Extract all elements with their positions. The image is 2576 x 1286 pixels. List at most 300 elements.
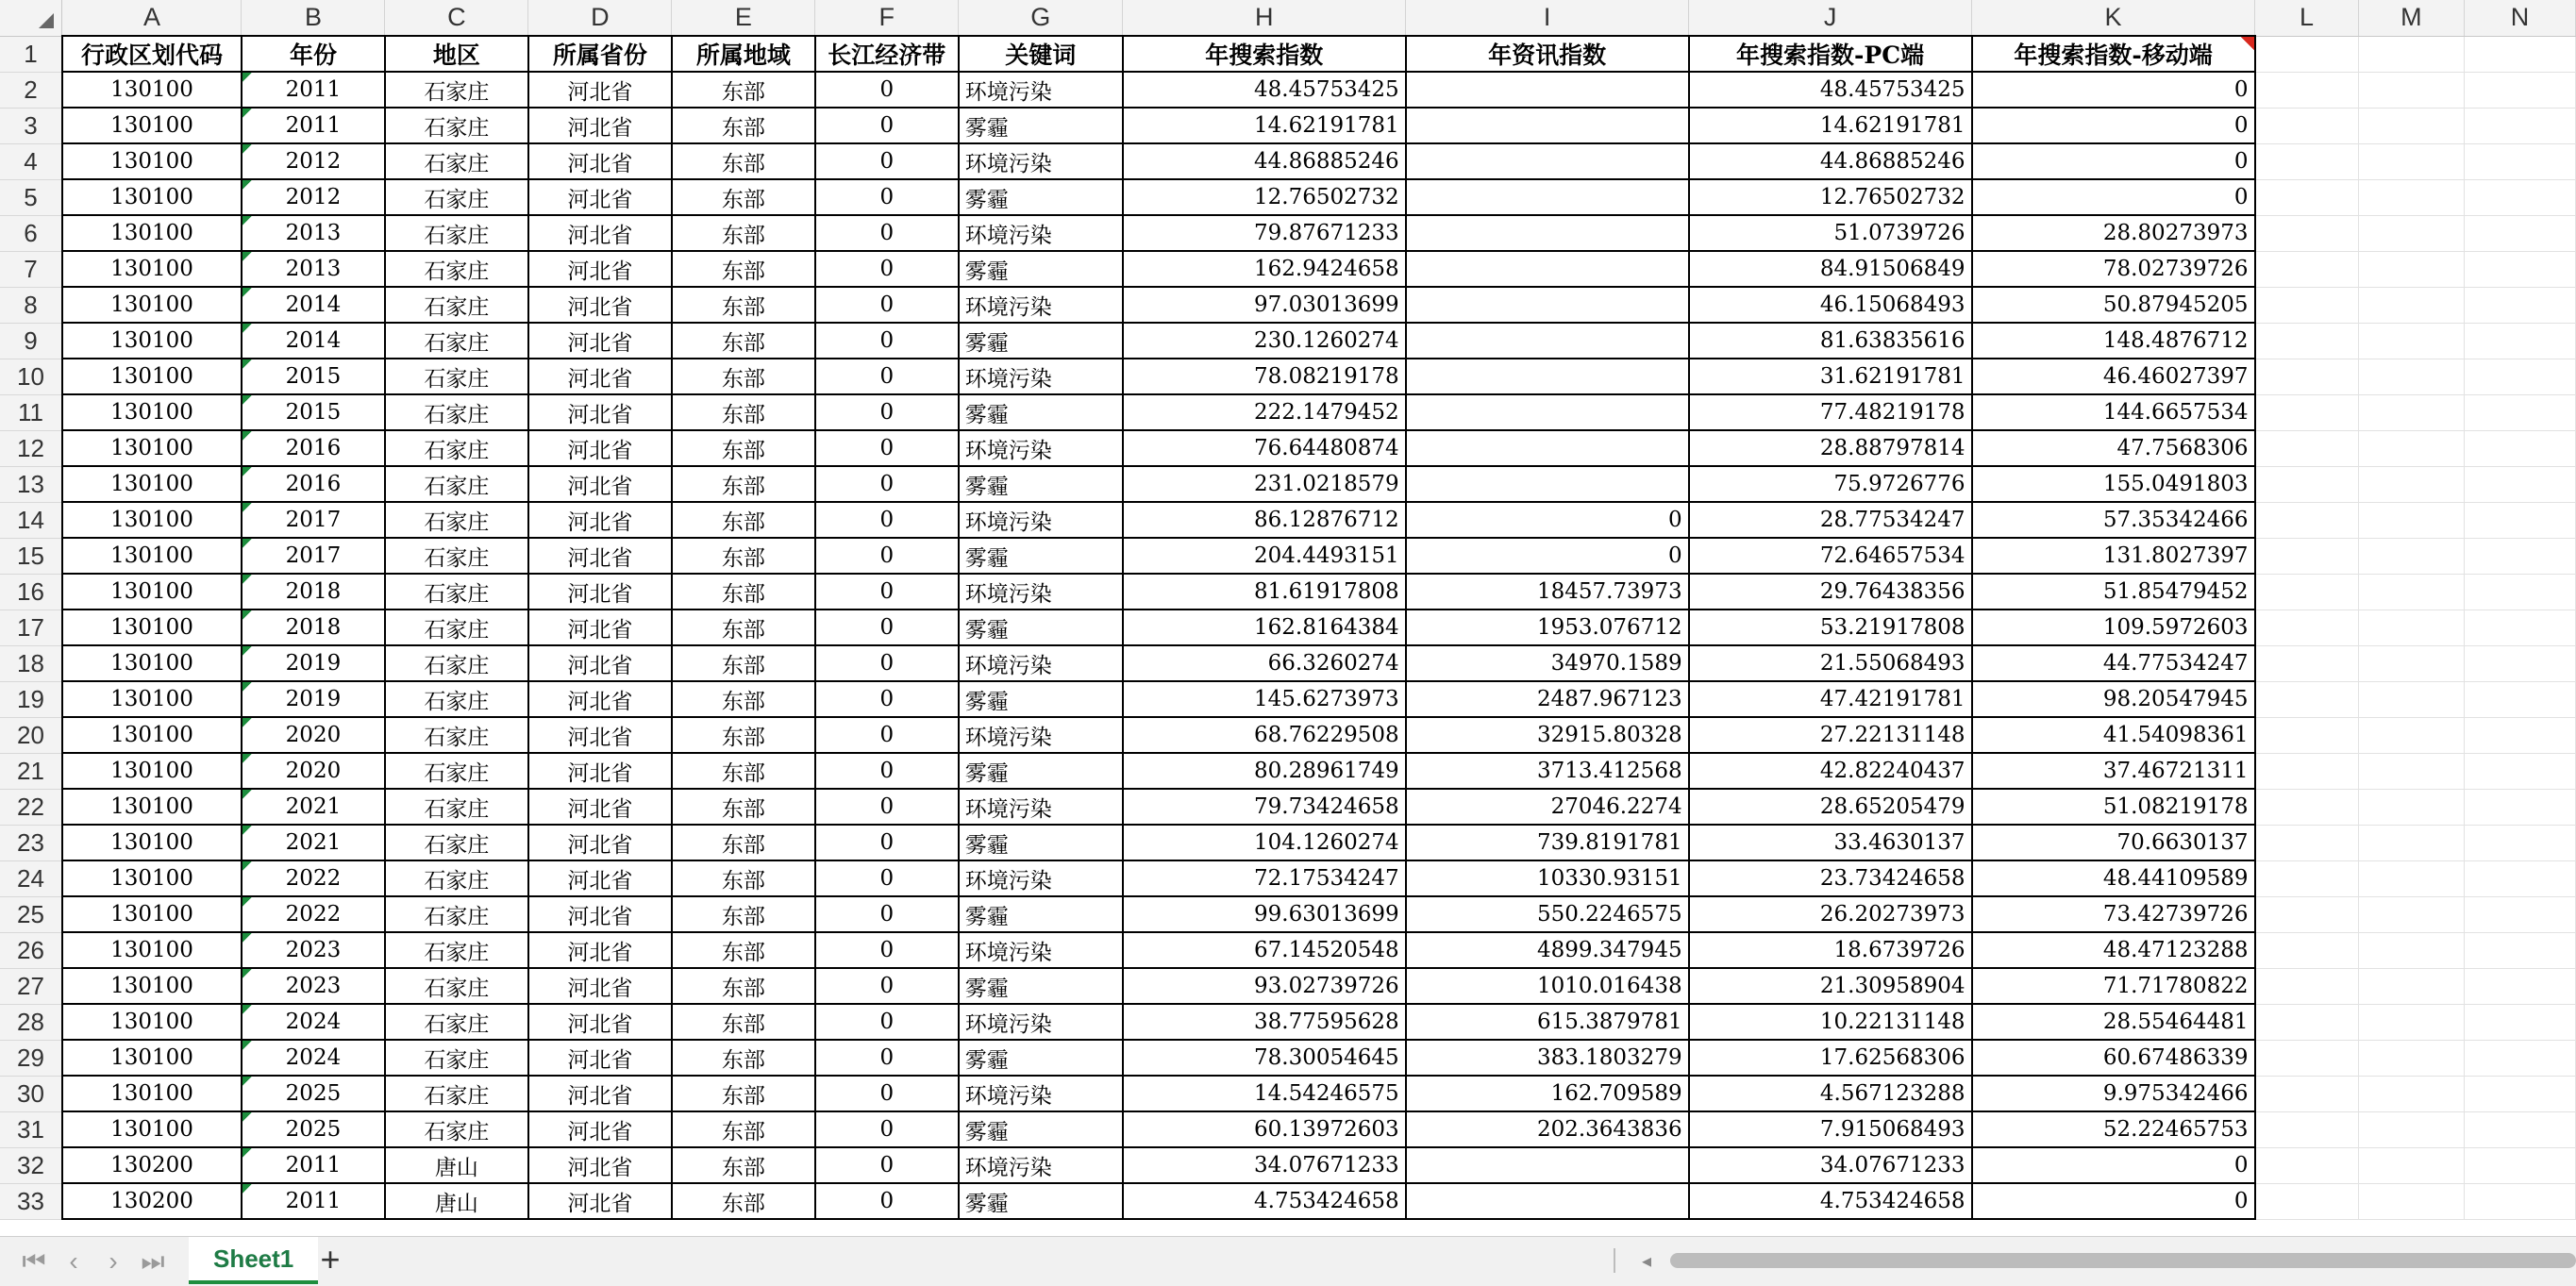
cell[interactable]: 130100 xyxy=(62,645,242,681)
empty-cell[interactable] xyxy=(2255,1111,2359,1147)
empty-cell[interactable] xyxy=(2358,179,2464,215)
cell[interactable]: 雾霾 xyxy=(959,323,1123,359)
cell[interactable]: 雾霾 xyxy=(959,179,1123,215)
header-cell[interactable]: 所属省份 xyxy=(528,36,672,72)
empty-cell[interactable] xyxy=(2464,610,2575,645)
cell[interactable]: 130100 xyxy=(62,72,242,108)
cell[interactable]: 72.64657534 xyxy=(1689,538,1972,574)
cell[interactable]: 石家庄 xyxy=(385,932,528,968)
row-header[interactable]: 12 xyxy=(0,430,62,466)
cell[interactable]: 东部 xyxy=(672,502,815,538)
cell[interactable]: 148.4876712 xyxy=(1972,323,2255,359)
cell[interactable] xyxy=(1406,72,1689,108)
cell[interactable]: 51.85479452 xyxy=(1972,574,2255,610)
cell[interactable]: 河北省 xyxy=(528,394,672,430)
header-cell[interactable]: 地区 xyxy=(385,36,528,72)
empty-cell[interactable] xyxy=(2464,1076,2575,1111)
cell[interactable]: 28.65205479 xyxy=(1689,789,1972,825)
cell[interactable]: 550.2246575 xyxy=(1406,896,1689,932)
cell[interactable]: 130100 xyxy=(62,610,242,645)
cell[interactable]: 130100 xyxy=(62,825,242,860)
cell[interactable]: 2017 xyxy=(242,502,385,538)
last-sheet-icon[interactable]: ⏭ xyxy=(141,1246,165,1276)
cell[interactable]: 石家庄 xyxy=(385,287,528,323)
cell[interactable]: 石家庄 xyxy=(385,645,528,681)
cell[interactable]: 130100 xyxy=(62,860,242,896)
cell[interactable]: 2023 xyxy=(242,968,385,1004)
cell[interactable]: 2025 xyxy=(242,1076,385,1111)
cell[interactable]: 48.45753425 xyxy=(1689,72,1972,108)
cell[interactable]: 130100 xyxy=(62,466,242,502)
cell[interactable]: 0 xyxy=(1972,1183,2255,1219)
cell[interactable]: 0 xyxy=(815,789,959,825)
row-header[interactable]: 6 xyxy=(0,215,62,251)
cell[interactable]: 7.915068493 xyxy=(1689,1111,1972,1147)
empty-cell[interactable] xyxy=(2358,825,2464,860)
cell[interactable]: 河北省 xyxy=(528,430,672,466)
cell[interactable]: 26.20273973 xyxy=(1689,896,1972,932)
cell[interactable]: 131.8027397 xyxy=(1972,538,2255,574)
cell[interactable]: 环境污染 xyxy=(959,502,1123,538)
column-header-k[interactable]: K xyxy=(1972,0,2255,36)
row-header[interactable]: 4 xyxy=(0,143,62,179)
cell[interactable]: 130100 xyxy=(62,896,242,932)
cell[interactable] xyxy=(1406,143,1689,179)
cell[interactable]: 环境污染 xyxy=(959,1076,1123,1111)
cell[interactable]: 0 xyxy=(1972,1147,2255,1183)
header-cell[interactable]: 年搜索指数-移动端 xyxy=(1972,36,2255,72)
cell[interactable]: 雾霾 xyxy=(959,753,1123,789)
cell[interactable]: 2025 xyxy=(242,1111,385,1147)
cell[interactable]: 东部 xyxy=(672,143,815,179)
cell[interactable]: 38.77595628 xyxy=(1123,1004,1406,1040)
cell[interactable]: 42.82240437 xyxy=(1689,753,1972,789)
cell[interactable] xyxy=(1406,430,1689,466)
cell[interactable]: 环境污染 xyxy=(959,359,1123,394)
cell[interactable]: 0 xyxy=(815,179,959,215)
column-header-g[interactable]: G xyxy=(959,0,1123,36)
cell[interactable]: 环境污染 xyxy=(959,430,1123,466)
cell[interactable]: 东部 xyxy=(672,1183,815,1219)
cell[interactable]: 2024 xyxy=(242,1040,385,1076)
empty-cell[interactable] xyxy=(2358,1147,2464,1183)
cell[interactable]: 2019 xyxy=(242,681,385,717)
horizontal-scrollbar[interactable] xyxy=(1670,1253,2576,1268)
cell[interactable]: 石家庄 xyxy=(385,753,528,789)
cell[interactable]: 29.76438356 xyxy=(1689,574,1972,610)
cell[interactable]: 53.21917808 xyxy=(1689,610,1972,645)
cell[interactable]: 99.63013699 xyxy=(1123,896,1406,932)
cell[interactable]: 28.80273973 xyxy=(1972,215,2255,251)
cell[interactable]: 60.13972603 xyxy=(1123,1111,1406,1147)
cell[interactable]: 0 xyxy=(1406,538,1689,574)
cell[interactable]: 9.975342466 xyxy=(1972,1076,2255,1111)
cell[interactable]: 204.4493151 xyxy=(1123,538,1406,574)
row-header[interactable]: 19 xyxy=(0,681,62,717)
cell[interactable]: 河北省 xyxy=(528,1040,672,1076)
cell[interactable]: 18457.73973 xyxy=(1406,574,1689,610)
cell[interactable]: 2020 xyxy=(242,717,385,753)
empty-cell[interactable] xyxy=(2255,72,2359,108)
cell[interactable]: 46.46027397 xyxy=(1972,359,2255,394)
cell[interactable]: 10.22131148 xyxy=(1689,1004,1972,1040)
empty-cell[interactable] xyxy=(2464,681,2575,717)
empty-cell[interactable] xyxy=(2255,1076,2359,1111)
cell[interactable]: 石家庄 xyxy=(385,789,528,825)
empty-cell[interactable] xyxy=(2358,968,2464,1004)
cell[interactable]: 0 xyxy=(1972,143,2255,179)
first-sheet-icon[interactable]: ⏮ xyxy=(22,1246,46,1276)
cell[interactable]: 石家庄 xyxy=(385,72,528,108)
empty-cell[interactable] xyxy=(2464,251,2575,287)
cell[interactable]: 石家庄 xyxy=(385,1004,528,1040)
cell[interactable]: 2023 xyxy=(242,932,385,968)
cell[interactable]: 78.30054645 xyxy=(1123,1040,1406,1076)
cell[interactable]: 河北省 xyxy=(528,466,672,502)
cell[interactable]: 28.77534247 xyxy=(1689,502,1972,538)
row-header[interactable]: 10 xyxy=(0,359,62,394)
empty-cell[interactable] xyxy=(2358,430,2464,466)
empty-cell[interactable] xyxy=(2255,789,2359,825)
cell[interactable]: 雾霾 xyxy=(959,896,1123,932)
cell[interactable]: 石家庄 xyxy=(385,466,528,502)
cell[interactable]: 0 xyxy=(815,968,959,1004)
column-header-l[interactable]: L xyxy=(2255,0,2359,36)
cell[interactable]: 48.47123288 xyxy=(1972,932,2255,968)
cell[interactable]: 唐山 xyxy=(385,1147,528,1183)
header-cell[interactable]: 年份 xyxy=(242,36,385,72)
cell[interactable]: 河北省 xyxy=(528,681,672,717)
cell[interactable]: 河北省 xyxy=(528,502,672,538)
cell[interactable]: 27046.2274 xyxy=(1406,789,1689,825)
cell[interactable]: 130100 xyxy=(62,1076,242,1111)
row-header[interactable]: 26 xyxy=(0,932,62,968)
cell[interactable]: 2012 xyxy=(242,179,385,215)
row-header[interactable]: 32 xyxy=(0,1147,62,1183)
empty-cell[interactable] xyxy=(2358,251,2464,287)
cell[interactable]: 202.3643836 xyxy=(1406,1111,1689,1147)
cell[interactable]: 石家庄 xyxy=(385,681,528,717)
cell[interactable]: 河北省 xyxy=(528,179,672,215)
column-header-m[interactable]: M xyxy=(2358,0,2464,36)
cell[interactable]: 52.22465753 xyxy=(1972,1111,2255,1147)
empty-cell[interactable] xyxy=(2255,1040,2359,1076)
cell[interactable]: 162.8164384 xyxy=(1123,610,1406,645)
cell[interactable]: 环境污染 xyxy=(959,860,1123,896)
cell[interactable]: 雾霾 xyxy=(959,681,1123,717)
cell[interactable]: 130100 xyxy=(62,179,242,215)
cell[interactable]: 石家庄 xyxy=(385,143,528,179)
cell[interactable] xyxy=(1406,287,1689,323)
cell[interactable]: 0 xyxy=(815,466,959,502)
cell[interactable]: 石家庄 xyxy=(385,968,528,1004)
cell[interactable]: 130100 xyxy=(62,287,242,323)
cell[interactable]: 79.87671233 xyxy=(1123,215,1406,251)
cell[interactable]: 144.6657534 xyxy=(1972,394,2255,430)
empty-cell[interactable] xyxy=(2358,394,2464,430)
cell[interactable]: 51.08219178 xyxy=(1972,789,2255,825)
empty-cell[interactable] xyxy=(2255,968,2359,1004)
cell[interactable]: 0 xyxy=(815,681,959,717)
cell[interactable]: 东部 xyxy=(672,789,815,825)
cell[interactable]: 97.03013699 xyxy=(1123,287,1406,323)
cell[interactable]: 2011 xyxy=(242,1183,385,1219)
cell[interactable]: 2011 xyxy=(242,108,385,143)
cell[interactable]: 47.42191781 xyxy=(1689,681,1972,717)
cell[interactable]: 130100 xyxy=(62,968,242,1004)
cell[interactable]: 48.44109589 xyxy=(1972,860,2255,896)
cell[interactable]: 14.54246575 xyxy=(1123,1076,1406,1111)
empty-cell[interactable] xyxy=(2464,466,2575,502)
empty-cell[interactable] xyxy=(2255,645,2359,681)
empty-cell[interactable] xyxy=(2255,143,2359,179)
cell[interactable]: 0 xyxy=(815,538,959,574)
cell[interactable]: 21.55068493 xyxy=(1689,645,1972,681)
row-header[interactable]: 29 xyxy=(0,1040,62,1076)
cell[interactable]: 739.8191781 xyxy=(1406,825,1689,860)
empty-cell[interactable] xyxy=(2358,1076,2464,1111)
cell[interactable]: 雾霾 xyxy=(959,538,1123,574)
cell[interactable]: 12.76502732 xyxy=(1689,179,1972,215)
cell[interactable]: 河北省 xyxy=(528,753,672,789)
row-header[interactable]: 20 xyxy=(0,717,62,753)
cell[interactable]: 河北省 xyxy=(528,574,672,610)
cell[interactable]: 环境污染 xyxy=(959,1004,1123,1040)
cell[interactable]: 68.76229508 xyxy=(1123,717,1406,753)
cell[interactable]: 石家庄 xyxy=(385,251,528,287)
cell[interactable]: 石家庄 xyxy=(385,610,528,645)
cell[interactable]: 86.12876712 xyxy=(1123,502,1406,538)
cell[interactable]: 10330.93151 xyxy=(1406,860,1689,896)
cell[interactable]: 石家庄 xyxy=(385,717,528,753)
cell[interactable]: 东部 xyxy=(672,466,815,502)
cell[interactable]: 东部 xyxy=(672,717,815,753)
cell[interactable]: 河北省 xyxy=(528,1111,672,1147)
cell[interactable]: 0 xyxy=(815,1183,959,1219)
cell[interactable]: 0 xyxy=(815,394,959,430)
cell[interactable]: 75.9726776 xyxy=(1689,466,1972,502)
cell[interactable]: 14.62191781 xyxy=(1689,108,1972,143)
empty-cell[interactable] xyxy=(2464,1040,2575,1076)
empty-cell[interactable] xyxy=(2255,287,2359,323)
cell[interactable]: 1010.016438 xyxy=(1406,968,1689,1004)
cell[interactable]: 东部 xyxy=(672,287,815,323)
empty-cell[interactable] xyxy=(2464,968,2575,1004)
cell[interactable]: 84.91506849 xyxy=(1689,251,1972,287)
cell[interactable]: 28.55464481 xyxy=(1972,1004,2255,1040)
empty-cell[interactable] xyxy=(2358,1183,2464,1219)
cell[interactable]: 0 xyxy=(815,215,959,251)
cell[interactable]: 162.9424658 xyxy=(1123,251,1406,287)
cell[interactable]: 79.73424658 xyxy=(1123,789,1406,825)
cell[interactable]: 130200 xyxy=(62,1147,242,1183)
column-header-d[interactable]: D xyxy=(528,0,672,36)
cell[interactable]: 东部 xyxy=(672,394,815,430)
cell[interactable]: 0 xyxy=(815,753,959,789)
cell[interactable]: 河北省 xyxy=(528,896,672,932)
cell[interactable]: 2013 xyxy=(242,215,385,251)
cell[interactable] xyxy=(1406,359,1689,394)
cell[interactable]: 石家庄 xyxy=(385,538,528,574)
cell[interactable]: 石家庄 xyxy=(385,394,528,430)
cell[interactable]: 0 xyxy=(1406,502,1689,538)
cell[interactable]: 130100 xyxy=(62,932,242,968)
row-header[interactable]: 23 xyxy=(0,825,62,860)
prev-sheet-icon[interactable]: ‹ xyxy=(69,1246,78,1276)
cell[interactable]: 河北省 xyxy=(528,1076,672,1111)
cell[interactable]: 4899.347945 xyxy=(1406,932,1689,968)
cell[interactable]: 72.17534247 xyxy=(1123,860,1406,896)
cell[interactable]: 0 xyxy=(815,860,959,896)
empty-cell[interactable] xyxy=(2464,538,2575,574)
cell[interactable]: 东部 xyxy=(672,1111,815,1147)
cell[interactable]: 162.709589 xyxy=(1406,1076,1689,1111)
cell[interactable]: 河北省 xyxy=(528,932,672,968)
cell[interactable]: 130100 xyxy=(62,143,242,179)
empty-cell[interactable] xyxy=(2255,359,2359,394)
cell[interactable]: 222.1479452 xyxy=(1123,394,1406,430)
cell[interactable]: 0 xyxy=(815,1111,959,1147)
cell[interactable]: 东部 xyxy=(672,968,815,1004)
empty-cell[interactable] xyxy=(2255,610,2359,645)
empty-cell[interactable] xyxy=(2464,108,2575,143)
empty-cell[interactable] xyxy=(2464,287,2575,323)
cell[interactable]: 石家庄 xyxy=(385,1111,528,1147)
cell[interactable]: 2487.967123 xyxy=(1406,681,1689,717)
empty-cell[interactable] xyxy=(2464,1111,2575,1147)
cell[interactable]: 0 xyxy=(815,323,959,359)
cell[interactable]: 2020 xyxy=(242,753,385,789)
cell[interactable]: 0 xyxy=(815,645,959,681)
cell[interactable]: 河北省 xyxy=(528,1183,672,1219)
cell[interactable]: 34.07671233 xyxy=(1123,1147,1406,1183)
cell[interactable]: 0 xyxy=(815,610,959,645)
cell[interactable]: 雾霾 xyxy=(959,251,1123,287)
empty-cell[interactable] xyxy=(2255,538,2359,574)
cell[interactable]: 28.88797814 xyxy=(1689,430,1972,466)
cell[interactable]: 2015 xyxy=(242,394,385,430)
cell[interactable]: 145.6273973 xyxy=(1123,681,1406,717)
empty-cell[interactable] xyxy=(2255,896,2359,932)
row-header[interactable]: 28 xyxy=(0,1004,62,1040)
empty-cell[interactable] xyxy=(2255,108,2359,143)
cell[interactable]: 2013 xyxy=(242,251,385,287)
header-cell[interactable]: 年搜索指数-PC端 xyxy=(1689,36,1972,72)
empty-cell[interactable] xyxy=(2255,1147,2359,1183)
cell[interactable]: 东部 xyxy=(672,574,815,610)
empty-cell[interactable] xyxy=(2464,932,2575,968)
cell[interactable]: 2017 xyxy=(242,538,385,574)
empty-cell[interactable] xyxy=(2255,1183,2359,1219)
column-header-h[interactable]: H xyxy=(1123,0,1406,36)
empty-cell[interactable] xyxy=(2358,323,2464,359)
cell[interactable]: 石家庄 xyxy=(385,860,528,896)
cell[interactable]: 东部 xyxy=(672,896,815,932)
cell[interactable]: 环境污染 xyxy=(959,215,1123,251)
row-header[interactable]: 18 xyxy=(0,645,62,681)
cell[interactable]: 雾霾 xyxy=(959,466,1123,502)
cell[interactable]: 130100 xyxy=(62,753,242,789)
column-header-i[interactable]: I xyxy=(1406,0,1689,36)
cell[interactable]: 130100 xyxy=(62,717,242,753)
cell[interactable]: 雾霾 xyxy=(959,825,1123,860)
cell[interactable] xyxy=(1406,179,1689,215)
cell[interactable]: 0 xyxy=(815,1004,959,1040)
cell[interactable]: 2022 xyxy=(242,860,385,896)
cell[interactable]: 51.0739726 xyxy=(1689,215,1972,251)
cell[interactable]: 河北省 xyxy=(528,717,672,753)
row-header[interactable]: 8 xyxy=(0,287,62,323)
empty-cell[interactable] xyxy=(2358,36,2464,72)
cell[interactable]: 1953.076712 xyxy=(1406,610,1689,645)
sheet-tab-sheet1[interactable]: Sheet1 xyxy=(189,1237,318,1284)
cell[interactable]: 0 xyxy=(815,574,959,610)
cell[interactable]: 0 xyxy=(815,287,959,323)
empty-cell[interactable] xyxy=(2255,466,2359,502)
empty-cell[interactable] xyxy=(2255,932,2359,968)
cell[interactable]: 石家庄 xyxy=(385,1040,528,1076)
empty-cell[interactable] xyxy=(2358,896,2464,932)
cell[interactable]: 57.35342466 xyxy=(1972,502,2255,538)
empty-cell[interactable] xyxy=(2358,1004,2464,1040)
cell[interactable]: 东部 xyxy=(672,1076,815,1111)
cell[interactable]: 东部 xyxy=(672,72,815,108)
cell[interactable]: 44.86885246 xyxy=(1689,143,1972,179)
cell[interactable] xyxy=(1406,466,1689,502)
empty-cell[interactable] xyxy=(2358,717,2464,753)
cell[interactable]: 石家庄 xyxy=(385,179,528,215)
cell[interactable] xyxy=(1406,215,1689,251)
empty-cell[interactable] xyxy=(2464,753,2575,789)
cell[interactable]: 河北省 xyxy=(528,359,672,394)
cell[interactable]: 2016 xyxy=(242,430,385,466)
empty-cell[interactable] xyxy=(2358,502,2464,538)
cell[interactable]: 3713.412568 xyxy=(1406,753,1689,789)
empty-cell[interactable] xyxy=(2358,143,2464,179)
row-header[interactable]: 3 xyxy=(0,108,62,143)
cell[interactable]: 河北省 xyxy=(528,143,672,179)
empty-cell[interactable] xyxy=(2464,825,2575,860)
row-header[interactable]: 27 xyxy=(0,968,62,1004)
empty-cell[interactable] xyxy=(2255,430,2359,466)
empty-cell[interactable] xyxy=(2464,72,2575,108)
cell[interactable]: 2019 xyxy=(242,645,385,681)
empty-cell[interactable] xyxy=(2358,108,2464,143)
cell[interactable]: 0 xyxy=(815,359,959,394)
cell[interactable]: 44.77534247 xyxy=(1972,645,2255,681)
empty-cell[interactable] xyxy=(2358,1040,2464,1076)
empty-cell[interactable] xyxy=(2358,681,2464,717)
cell[interactable]: 104.1260274 xyxy=(1123,825,1406,860)
row-header[interactable]: 24 xyxy=(0,860,62,896)
cell[interactable]: 2018 xyxy=(242,574,385,610)
cell[interactable]: 环境污染 xyxy=(959,574,1123,610)
empty-cell[interactable] xyxy=(2358,1111,2464,1147)
cell[interactable]: 2022 xyxy=(242,896,385,932)
cell[interactable]: 14.62191781 xyxy=(1123,108,1406,143)
empty-cell[interactable] xyxy=(2255,323,2359,359)
row-header[interactable]: 16 xyxy=(0,574,62,610)
cell[interactable]: 环境污染 xyxy=(959,143,1123,179)
cell[interactable]: 80.28961749 xyxy=(1123,753,1406,789)
row-header[interactable]: 22 xyxy=(0,789,62,825)
cell[interactable]: 93.02739726 xyxy=(1123,968,1406,1004)
cell[interactable]: 4.753424658 xyxy=(1689,1183,1972,1219)
cell[interactable]: 东部 xyxy=(672,1004,815,1040)
row-header[interactable]: 30 xyxy=(0,1076,62,1111)
empty-cell[interactable] xyxy=(2255,215,2359,251)
row-header[interactable]: 13 xyxy=(0,466,62,502)
